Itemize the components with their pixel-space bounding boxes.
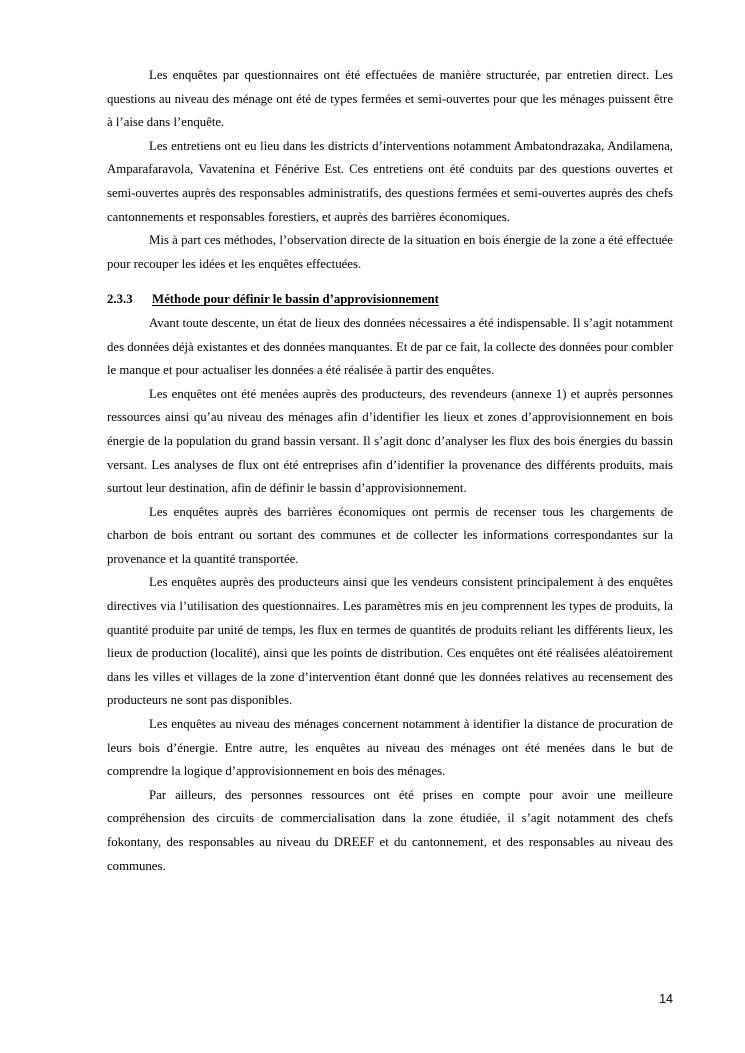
paragraph-etat-des-lieux: Avant toute descente, un état de lieux des données nécessaires a été indispensable. Il s’agit notamment des données déjà existantes et des données manquantes. Et de par ce fait, la collecte des données pour combler le manque et pour actualiser les données a été réalisée à partir des enquêtes. bbox=[107, 315, 673, 378]
section-number: 2.3.3 bbox=[107, 292, 133, 307]
paragraph-enquetes-directives: Les enquêtes auprès des producteurs ainsi que les vendeurs consistent principalement à des enquêtes directives via l’utilisation des questionnaires. Les paramètres mis en jeu comprennent les types de produits, la quantité produite par unité de temps, les flux en termes de quantités de produits reliant les différents lieux, les lieux de production (localité), ainsi que les points de distribution. Ces enquêtes ont été réalisées aléatoirement dans les villes et villages de la zone d’intervention étant donné que les données relatives au recensement des producteurs ne sont pas disponibles. bbox=[107, 575, 673, 708]
paragraph-enquetes-menages: Les enquêtes au niveau des ménages concernent notamment à identifier la distance de procuration de leurs bois d’énergie. Entre autre, les enquêtes au niveau des ménages ont été menées dans le but de comprendre la logique d’approvisionnement en bois des ménages. bbox=[107, 717, 673, 779]
paragraph-observation: Mis à part ces méthodes, l’observation directe de la situation en bois énergie de la zone a été effectuée pour recouper les idées et les enquêtes effectuées. bbox=[107, 233, 673, 271]
paragraph-barrieres-economiques: Les enquêtes auprès des barrières économiques ont permis de recenser tous les chargements de charbon de bois entrant ou sortant des communes et de collecter les informations correspondantes sur la provenance et la quantité transportée. bbox=[107, 504, 673, 566]
section-title: Méthode pour définir le bassin d’approvisionnement bbox=[152, 292, 439, 307]
page-number: 14 bbox=[659, 992, 673, 1006]
paragraph-questionnaires: Les enquêtes par questionnaires ont été effectuées de manière structurée, par entretien direct. Les questions au niveau des ménage ont été de types fermées et semi-ouvertes pour que les ménages puissent être à l’aise dans l’enquête. bbox=[107, 68, 673, 130]
paragraph-personnes-ressources: Par ailleurs, des personnes ressources ont été prises en compte pour avoir une meilleure compréhension des circuits de commercialisation dans la zone étudiée, il s’agit notamment des chefs fokontany, des responsables au niveau du DREEF et du cantonnement, et des responsables au niveau des communes. bbox=[107, 787, 673, 873]
paragraph-enquetes-producteurs-revendeurs: Les enquêtes ont été menées auprès des producteurs, des revendeurs (annexe 1) et auprès personnes ressources ainsi qu’au niveau des ménages afin d’identifier les lieux et zones d’approvisionnement en bois énergie de la population du grand bassin versant. Il s’agit donc d’analyser les flux des bois énergies du bassin versant. Les analyses de flux ont été entreprises afin d’identifier la provenance des différents produits, mais surtout leur destination, afin de définir le bassin d’approvisionnement. bbox=[107, 386, 673, 496]
page-body bbox=[107, 64, 673, 878]
paragraph-entretiens: Les entretiens ont eu lieu dans les districts d’interventions notamment Ambatondrazaka, Andilamena, Amparafaravola, Vavatenina et Fénérive Est. Ces entretiens ont été conduits par des questions ouvertes et semi-ouvertes auprès des responsables administratifs, des questions fermées et semi-ouvertes auprès des chefs cantonnements et responsables forestiers, et auprès des barrières économiques. bbox=[107, 138, 673, 224]
section-heading bbox=[107, 288, 673, 312]
